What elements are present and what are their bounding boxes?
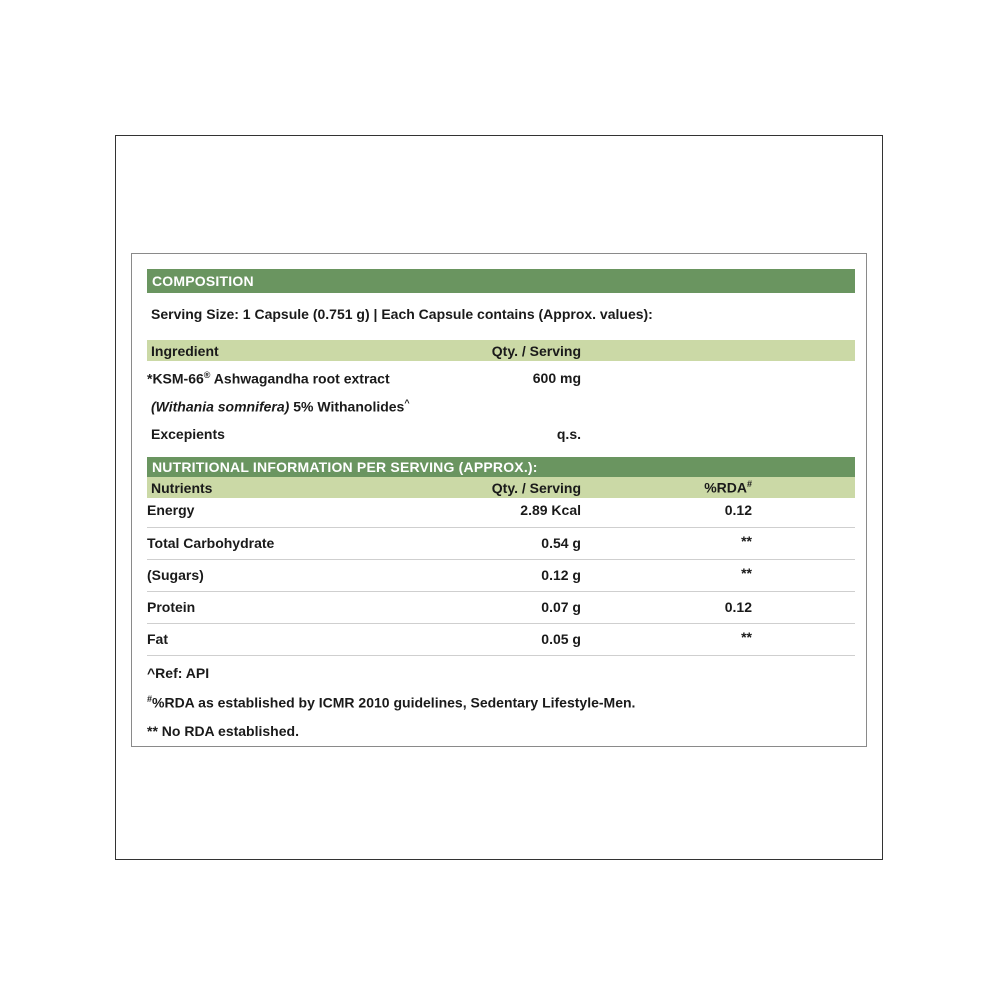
qty-column-header: Qty. / Serving	[491, 479, 581, 496]
nutrient-rda: **	[741, 565, 752, 581]
ingredient-detail-text: 5% Withanolides	[289, 398, 405, 415]
rda-column-header	[704, 479, 752, 496]
rda-note-text: %RDA as established by ICMR 2010 guidelines, Sedentary Lifestyle-Men.	[152, 694, 636, 711]
nutrient-qty: 0.54 g	[541, 535, 581, 551]
nutrient-qty: 2.89 Kcal	[520, 502, 581, 518]
ingredient-qty: q.s.	[556, 426, 581, 442]
nutrient-qty: 0.05 g	[541, 631, 581, 647]
nutrient-rda: 0.12	[724, 599, 752, 615]
ref-note: ^Ref: API	[147, 665, 210, 681]
nutrient-qty: 0.07 g	[541, 599, 581, 615]
hash-mark: #	[746, 479, 752, 490]
hash-mark: #	[147, 694, 153, 704]
ingredient-name: Excepients	[151, 426, 225, 442]
latin-name: (Withania somnifera)	[151, 398, 290, 415]
nutrition-title: NUTRITIONAL INFORMATION PER SERVING (APPROX.):	[152, 459, 538, 475]
ingredient-name-text: Ashwagandha root extract	[210, 370, 390, 387]
nutrition-header	[147, 457, 855, 477]
ingredient-name	[147, 370, 390, 387]
nutrient-name: Fat	[147, 631, 168, 647]
nutrient-row	[147, 498, 855, 528]
caret-mark: ^	[404, 398, 410, 408]
ingredient-row	[147, 426, 855, 458]
nutrient-rda: **	[741, 533, 752, 549]
nutrient-rda: 0.12	[724, 502, 752, 518]
ingredient-header-row	[147, 340, 855, 361]
serving-size-text: Serving Size: 1 Capsule (0.751 g) | Each Capsule contains (Approx. values):	[151, 306, 653, 322]
nutrient-name: (Sugars)	[147, 567, 204, 583]
composition-header	[147, 269, 855, 293]
nutrients-header-row	[147, 477, 855, 498]
composition-title: COMPOSITION	[152, 273, 254, 289]
nutrients-column-header: Nutrients	[151, 479, 213, 496]
ingredient-qty: 600 mg	[532, 370, 581, 386]
nutrient-row	[147, 560, 855, 592]
nutrient-name: Energy	[147, 502, 195, 518]
nutrient-rda: **	[741, 629, 752, 645]
qty-column-header: Qty. / Serving	[491, 342, 581, 359]
rda-label: %RDA	[704, 479, 747, 496]
nutrient-qty: 0.12 g	[541, 567, 581, 583]
ingredient-column-header: Ingredient	[151, 342, 219, 359]
ingredient-prefix: *KSM-66	[147, 370, 204, 387]
nutrient-row	[147, 528, 855, 560]
nutrient-row	[147, 624, 855, 656]
nutrient-name: Total Carbohydrate	[147, 535, 275, 551]
no-rda-note: ** No RDA established.	[147, 723, 299, 739]
rda-note	[147, 694, 635, 711]
nutrient-row	[147, 592, 855, 624]
composition-panel	[131, 253, 867, 747]
registered-mark: ®	[203, 370, 211, 380]
nutrient-name: Protein	[147, 599, 196, 615]
ingredient-detail	[151, 398, 410, 415]
